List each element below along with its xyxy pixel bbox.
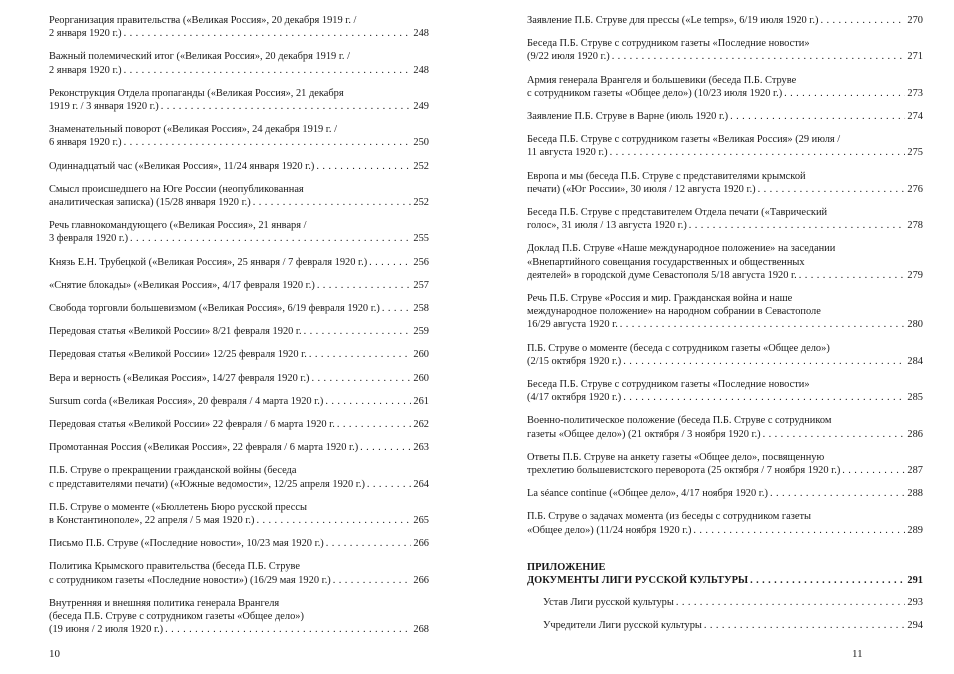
- toc-entry: [49, 348, 429, 361]
- dot-leader: [367, 478, 412, 491]
- toc-entry-title: Передовая статья «Великой России» 22 февраля / 6 марта 1920 г.: [49, 419, 335, 431]
- dot-leader: [256, 514, 411, 527]
- toc-entry-page: 270: [907, 15, 923, 26]
- dot-leader: [689, 219, 906, 232]
- toc-entry-title: печати) («Юг России», 30 июля / 12 августа 1920 г.): [527, 183, 756, 195]
- toc-entry: [49, 597, 429, 637]
- dot-leader: [610, 146, 906, 159]
- appendix-section: [527, 561, 923, 632]
- toc-entry-title: «Снятие блокады» («Великая Россия», 4/17 февраля 1920 г.): [49, 279, 315, 291]
- toc-entry: [527, 510, 923, 536]
- toc-entry-title: трехлетию большевистского переворота (25 октября / 7 ноября 1920 г.): [527, 465, 841, 477]
- dot-leader: [623, 391, 905, 404]
- toc-entry: [543, 596, 923, 609]
- toc-entry-page: 289: [907, 524, 923, 536]
- dot-leader: [333, 574, 412, 587]
- toc-entry-line: Армия генерала Врангеля и большевики (беседа П.Б. Струве: [527, 74, 797, 86]
- toc-entry-line: П.Б. Струве о прекращении гражданской войны (беседа: [49, 465, 297, 477]
- toc-entry-title: с сотрудником газеты «Общее дело») (10/23 июля 1920 г.): [527, 87, 783, 99]
- toc-entry-title: Одиннадцатый час («Великая Россия», 11/24 января 1920 г.): [49, 160, 315, 172]
- toc-entry: [527, 414, 923, 440]
- dot-leader: [316, 160, 411, 173]
- dot-leader: [130, 232, 411, 245]
- toc-entry-page: 261: [413, 395, 429, 407]
- toc-entry-page: 266: [413, 538, 429, 550]
- toc-entry: [49, 395, 429, 408]
- dot-leader: [124, 64, 412, 77]
- appendix-heading-line2: ДОКУМЕНТЫ ЛИГИ РУССКОЙ КУЛЬТУРЫ: [527, 574, 749, 586]
- toc-entry-line: международное положение» на народном собрании в Севастополе: [527, 306, 821, 318]
- toc-entry-title: 2 января 1920 г.): [49, 64, 122, 76]
- toc-entry-title: (9/22 июля 1920 г.): [527, 51, 610, 63]
- toc-entry-title: 3 февраля 1920 г.): [49, 233, 129, 245]
- appendix-heading: [527, 561, 923, 587]
- toc-entry: [49, 123, 429, 149]
- toc-entry-title: 1919 г. / 3 января 1920 г.): [49, 101, 159, 113]
- toc-entry-line: Беседа П.Б. Струве с сотрудником газеты «Великая Россия» (29 июля /: [527, 134, 841, 146]
- toc-entry: [49, 302, 429, 315]
- toc-entry-page: 273: [907, 87, 923, 99]
- toc-entry-title: Вера и верность («Великая Россия», 14/27 февраля 1920 г.): [49, 372, 310, 384]
- toc-entry: [543, 619, 923, 632]
- toc-entry-page: 256: [413, 256, 429, 268]
- dot-leader: [763, 428, 906, 441]
- toc-entry: [527, 487, 923, 500]
- toc-entry-title: Передовая статья «Великой России» 12/25 февраля 1920 г.: [49, 349, 307, 361]
- toc-entry-page: 286: [907, 428, 923, 440]
- toc-entry: [527, 206, 923, 232]
- toc-entry-page: 287: [907, 465, 923, 477]
- dot-leader: [360, 441, 411, 454]
- toc-entry-title: Свобода торговли большевизмом («Великая Россия», 6/19 февраля 1920 г.): [49, 303, 380, 315]
- toc-entry-line: Речь главнокомандующего («Великая Россия», 21 января /: [49, 220, 307, 232]
- toc-entry-page: 255: [413, 233, 429, 245]
- dot-leader: [317, 279, 412, 292]
- toc-entry: [49, 325, 429, 338]
- toc-entry-title: Устав Лиги русской культуры: [543, 596, 674, 608]
- dot-leader: [161, 100, 412, 113]
- toc-entry: [49, 87, 429, 113]
- appendix-heading-page: 291: [907, 574, 923, 586]
- toc-entry-page: 280: [907, 319, 923, 331]
- toc-entry-title: Князь Е.Н. Трубецкой («Великая Россия», 25 января / 7 февраля 1920 г.): [49, 256, 368, 268]
- toc-entry-title: голос», 31 июля / 13 августа 1920 г.): [527, 220, 687, 232]
- toc-entry-page: 279: [907, 269, 923, 281]
- toc-entry-line: Речь П.Б. Струве «Россия и мир. Гражданская война и наше: [527, 293, 793, 305]
- toc-entry-page: 274: [907, 111, 923, 123]
- toc-entry: [49, 14, 429, 40]
- toc-entry-title: в Константинополе», 22 апреля / 5 мая 1920 г.): [49, 515, 255, 527]
- dot-leader: [326, 537, 412, 550]
- toc-entry-line: Доклад П.Б. Струве «Наше международное положение» на заседании: [527, 243, 836, 255]
- toc-entry-page: 257: [413, 279, 429, 291]
- page-number-left: 10: [49, 648, 60, 660]
- dot-leader: [758, 183, 906, 196]
- dot-leader: [799, 269, 906, 282]
- toc-entry-title: аналитическая записка) (15/28 января 1920 г.): [49, 197, 251, 209]
- toc-entry-line: Важный полемический итог («Великая Россия», 20 декабря 1919 г. /: [49, 51, 351, 63]
- toc-entry: [527, 37, 923, 63]
- toc-entry-line: П.Б. Струве о задачах момента (из беседы с сотрудником газеты: [527, 511, 812, 523]
- toc-entry-line: П.Б. Струве о моменте (беседа с сотрудником газеты «Общее дело»): [527, 342, 830, 354]
- toc-entry: [49, 537, 429, 550]
- toc-entry-line: П.Б. Струве о моменте («Бюллетень Бюро русской прессы: [49, 501, 307, 513]
- toc-entry-page: 264: [413, 478, 429, 490]
- toc-entry-page: 288: [907, 488, 923, 500]
- toc-entry-title: 2 января 1920 г.): [49, 28, 122, 40]
- toc-entry-title: Промотанная Россия («Великая Россия», 22 февраля / 6 марта 1920 г.): [49, 442, 359, 454]
- toc-entry-title: 11 августа 1920 г.): [527, 147, 608, 159]
- toc-entry-page: 276: [907, 183, 923, 195]
- dot-leader: [842, 464, 905, 477]
- toc-entry-page: 285: [907, 392, 923, 404]
- dot-leader: [304, 325, 412, 338]
- dot-leader: [612, 50, 906, 63]
- toc-entry: [527, 342, 923, 368]
- toc-entry-page: 271: [907, 51, 923, 63]
- page-number-right: 11: [852, 648, 863, 660]
- toc-entry-page: 293: [907, 596, 923, 608]
- toc-entry-page: 278: [907, 220, 923, 232]
- toc-entry-page: 294: [907, 620, 923, 632]
- dot-leader: [309, 348, 412, 361]
- dot-leader: [770, 487, 905, 500]
- dot-leader: [124, 136, 412, 149]
- toc-entry-line: Реорганизация правительства («Великая Россия», 20 декабря 1919 г. /: [49, 15, 357, 26]
- right-page: [477, 0, 954, 674]
- toc-entry: [527, 451, 923, 477]
- dot-leader: [382, 302, 412, 315]
- dot-leader: [784, 87, 905, 100]
- toc-entry-page: 260: [413, 349, 429, 361]
- dot-leader: [312, 372, 412, 385]
- toc-entry-title: с сотрудником газеты «Последние новости») (16/29 мая 1920 г.): [49, 574, 331, 586]
- dot-leader: [337, 418, 412, 431]
- toc-entry-line: Беседа П.Б. Струве с представителем Отдела печати («Таврический: [527, 207, 828, 219]
- toc-entry-page: 262: [413, 419, 429, 431]
- toc-entry-title: деятелей» в городской думе Севастополя 5/18 августа 1920 г.: [527, 269, 797, 281]
- toc-entry-title: газеты «Общее дело») (21 октября / 3 ноября 1920 г.): [527, 428, 761, 440]
- toc-entry: [49, 464, 429, 490]
- toc-entry: [49, 418, 429, 431]
- toc-entry: [527, 14, 923, 27]
- toc-entry: [527, 110, 923, 123]
- toc-entry-page: 248: [413, 64, 429, 76]
- toc-entry-line: «Внепартийного совещания государственных и общественных: [527, 256, 805, 268]
- toc-entry: [527, 378, 923, 404]
- toc-entry-title: с представителями печати) («Южные ведомости», 12/25 апреля 1920 г.): [49, 478, 365, 490]
- toc-entry: [527, 170, 923, 196]
- toc-entry: [527, 133, 923, 159]
- toc-entry-line: Политика Крымского правительства (беседа П.Б. Струве: [49, 561, 300, 573]
- toc-entry-title: (19 июня / 2 июля 1920 г.): [49, 624, 164, 636]
- dot-leader: [369, 256, 411, 269]
- toc-entry: [49, 372, 429, 385]
- toc-entry: [49, 183, 429, 209]
- toc-entry-line: Беседа П.Б. Струве с сотрудником газеты «Последние новости»: [527, 379, 810, 391]
- toc-entry-title: Sursum corda («Великая Россия», 20 февраля / 4 марта 1920 г.): [49, 395, 324, 407]
- toc-entry-page: 249: [413, 101, 429, 113]
- toc-entry-title: (2/15 октября 1920 г.): [527, 355, 622, 367]
- toc-entry-line: Внутренняя и внешняя политика генерала Врангеля: [49, 597, 280, 609]
- toc-entry: [49, 160, 429, 173]
- toc-entry-page: 284: [907, 355, 923, 367]
- toc-entry: [49, 256, 429, 269]
- toc-entry-title: La séance continue («Общее дело», 4/17 ноября 1920 г.): [527, 488, 768, 500]
- toc-entry-title: Заявление П.Б. Струве в Варне (июль 1920 г.): [527, 111, 729, 123]
- toc-entry-line: Военно-политическое положение (беседа П.Б. Струве с сотрудником: [527, 415, 832, 427]
- dot-leader: [620, 318, 906, 331]
- dot-leader: [820, 14, 905, 27]
- toc-entry-title: «Общее дело») (11/24 ноября 1920 г.): [527, 524, 692, 536]
- toc-entry-page: 266: [413, 574, 429, 586]
- dot-leader: [704, 619, 905, 632]
- toc-entry-title: 6 января 1920 г.): [49, 137, 122, 149]
- dot-leader: [730, 110, 905, 123]
- dot-leader: [253, 196, 412, 209]
- toc-entry-line: Ответы П.Б. Струве на анкету газеты «Общее дело», посвященную: [527, 451, 825, 463]
- toc-entry: [49, 50, 429, 76]
- toc-entry-line: Европа и мы (беседа П.Б. Струве с представителями крымской: [527, 170, 806, 182]
- toc-entry-title: Учредители Лиги русской культуры: [543, 620, 702, 632]
- toc-entry-page: 252: [413, 197, 429, 209]
- toc-entry-page: 268: [413, 624, 429, 636]
- dot-leader: [124, 27, 412, 40]
- toc-entry: [527, 242, 923, 282]
- toc-entry: [49, 219, 429, 245]
- dot-leader: [325, 395, 411, 408]
- toc-entry-page: 250: [413, 137, 429, 149]
- toc-entry-line: Беседа П.Б. Струве с сотрудником газеты «Последние новости»: [527, 38, 810, 50]
- toc-entry-page: 265: [413, 515, 429, 527]
- dot-leader: [165, 623, 411, 636]
- toc-entry-page: 260: [413, 372, 429, 384]
- toc-entry: [49, 279, 429, 292]
- toc-entry: [49, 560, 429, 586]
- toc-entry-title: 16/29 августа 1920 г.: [527, 319, 618, 331]
- toc-entry-page: 275: [907, 147, 923, 159]
- toc-entry-page: 248: [413, 28, 429, 40]
- right-toc-list: [527, 14, 923, 642]
- left-toc-list: [49, 14, 429, 647]
- toc-entry-title: Письмо П.Б. Струве («Последние новости», 10/23 мая 1920 г.): [49, 538, 324, 550]
- toc-entry-page: 263: [413, 442, 429, 454]
- toc-entry-line: (беседа П.Б. Струве с сотрудником газеты «Общее дело»): [49, 611, 304, 623]
- toc-entry-line: Смысл происшедшего на Юге России (неопубликованная: [49, 183, 304, 195]
- toc-entry-title: Передовая статья «Великой России» 8/21 февраля 1920 г.: [49, 326, 302, 338]
- toc-entry-page: 252: [413, 160, 429, 172]
- toc-entry: [49, 441, 429, 454]
- appendix-heading-line1: ПРИЛОЖЕНИЕ: [527, 561, 606, 573]
- toc-entry: [527, 74, 923, 100]
- dot-leader: [623, 355, 905, 368]
- toc-entry: [49, 501, 429, 527]
- toc-entry-line: Реконструкция Отдела пропаганды («Великая Россия», 21 декабря: [49, 87, 344, 99]
- toc-entry-line: Знаменательный поворот («Великая Россия», 24 декабря 1919 г. /: [49, 124, 337, 136]
- toc-entry-page: 258: [413, 303, 429, 315]
- dot-leader: [693, 524, 905, 537]
- dot-leader: [676, 596, 906, 609]
- dot-leader: [750, 574, 905, 587]
- toc-entry: [527, 292, 923, 332]
- toc-entry-title: (4/17 октября 1920 г.): [527, 392, 622, 404]
- toc-entry-title: Заявление П.Б. Струве для прессы («Le temps», 6/19 июля 1920 г.): [527, 15, 819, 26]
- toc-entry-page: 259: [413, 326, 429, 338]
